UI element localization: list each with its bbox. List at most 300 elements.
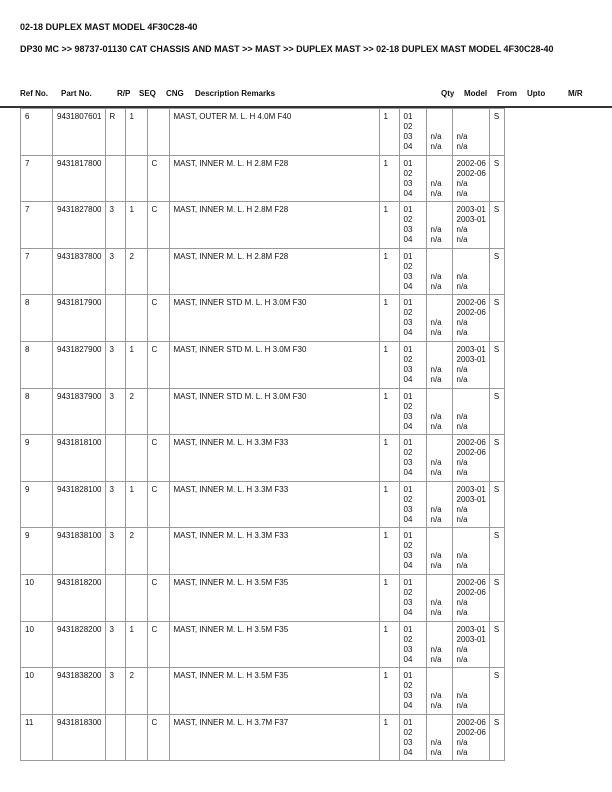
from-line [431,402,449,412]
cell-desc: MAST, INNER M. L. H 2.8M F28 [169,155,379,202]
from-line: n/a [430,691,442,701]
cell-rp [105,714,125,761]
cell-part: 9431818300 [53,714,106,761]
cell-cng [147,109,169,156]
upto-line: n/a [456,411,468,421]
cell-qty: 1 [379,435,399,482]
upto-line [457,392,486,402]
cell-cng [147,528,169,575]
cell-desc: MAST, INNER M. L. H 2.8M F28 [169,202,379,249]
model-line: 02 [403,448,413,458]
cell-from [426,528,452,575]
model-line: 01 [403,251,413,261]
table-header [0,86,612,108]
cell-desc: MAST, INNER STD M. L. H 3.0M F30 [169,295,379,342]
cell-model [399,435,426,482]
cell-ref: 7 [21,202,53,249]
from-line: n/a [430,188,442,198]
cell-model [399,155,426,202]
upto-line [457,262,486,272]
from-line: n/a [430,747,442,757]
cell-mr: S [489,341,504,388]
from-line: n/a [430,737,442,747]
table-row [21,668,505,715]
cell-seq: 1 [125,202,147,249]
header-ref: Ref No. [20,89,48,98]
upto-line: n/a [456,142,468,151]
cell-desc: MAST, INNER STD M. L. H 3.0M F30 [169,388,379,435]
model-line: 01 [403,112,413,121]
cell-upto [452,714,489,761]
cell-qty: 1 [379,668,399,715]
cell-mr: S [489,668,504,715]
cell-model [399,621,426,668]
cell-desc: MAST, INNER M. L. H 3.5M F35 [169,574,379,621]
cell-mr: S [489,714,504,761]
upto-line [457,112,486,122]
upto-line: n/a [456,235,468,245]
cell-mr: S [489,481,504,528]
upto-line: n/a [456,178,468,188]
from-line [431,215,449,225]
table-row [21,248,505,295]
from-line [431,625,449,635]
model-line: 02 [403,587,413,597]
cell-seq: 2 [125,668,147,715]
model-line: 04 [403,468,413,478]
cell-cng: C [147,574,169,621]
upto-line [457,681,486,691]
from-line: n/a [430,318,442,328]
from-line [431,541,449,551]
breadcrumb: DP30 MC >> 98737-01130 CAT CHASSIS AND MAST >> MAST >> DUPLEX MAST >> 02-18 DUPLEX MAST MODEL 4F30C28-40 [20,44,554,54]
upto-line: n/a [456,701,468,711]
upto-line: n/a [456,281,468,291]
from-line: n/a [430,271,442,281]
cell-part: 9431837800 [53,248,106,295]
from-line [431,252,449,262]
model-line: 02 [403,261,413,271]
model-line: 03 [403,551,413,561]
table-row [21,388,505,435]
cell-mr: S [489,574,504,621]
cell-rp: 3 [105,481,125,528]
cell-cng: C [147,621,169,668]
model-line: 04 [403,421,413,431]
cell-rp: R [105,109,125,156]
cell-seq: 1 [125,621,147,668]
from-line: n/a [430,328,442,338]
cell-from [426,435,452,482]
from-line [431,355,449,365]
model-line: 02 [403,727,413,737]
cell-qty: 1 [379,202,399,249]
table-row [21,202,505,249]
model-line: 03 [403,271,413,281]
cell-qty: 1 [379,528,399,575]
upto-line: 2002-06 [456,448,486,458]
upto-line: 2003-01 [456,484,486,494]
model-line: 04 [403,607,413,617]
header-qty: Qty [441,89,455,98]
upto-line: n/a [456,504,468,514]
model-line: 03 [403,225,413,235]
cell-ref: 8 [21,295,53,342]
from-line: n/a [430,281,442,291]
from-line [431,671,449,681]
cell-cng: C [147,202,169,249]
cell-rp: 3 [105,528,125,575]
cell-from [426,714,452,761]
upto-line: 2002-06 [456,587,486,597]
from-line: n/a [430,654,442,664]
cell-cng: C [147,714,169,761]
cell-ref: 9 [21,435,53,482]
cell-qty: 1 [379,621,399,668]
cell-mr: S [489,109,504,156]
table-row [21,574,505,621]
upto-line [457,541,486,551]
upto-line: n/a [456,458,468,468]
model-line: 02 [403,354,413,364]
model-line: 03 [403,318,413,328]
cell-model [399,248,426,295]
cell-cng [147,668,169,715]
cell-part: 9431817800 [53,155,106,202]
upto-line: 2003-01 [456,215,486,225]
model-line: 01 [403,624,413,634]
cell-cng [147,388,169,435]
cell-part: 9431838100 [53,528,106,575]
upto-line: 2002-06 [456,717,486,727]
cell-qty: 1 [379,714,399,761]
header-upto: Upto [527,89,546,98]
cell-seq: 1 [125,481,147,528]
cell-model [399,481,426,528]
cell-upto [452,668,489,715]
model-line: 02 [403,401,413,411]
cell-mr: S [489,295,504,342]
upto-line: n/a [456,328,468,338]
cell-upto [452,528,489,575]
cell-rp: 3 [105,668,125,715]
model-line: 01 [403,391,413,401]
cell-from [426,155,452,202]
cell-qty: 1 [379,295,399,342]
model-line: 02 [403,541,413,551]
model-line: 03 [403,458,413,468]
cell-seq: 1 [125,109,147,156]
from-line [431,205,449,215]
upto-line: 2003-01 [456,344,486,354]
from-line [431,588,449,598]
cell-from [426,109,452,156]
cell-mr: S [489,202,504,249]
header-mr: M/R [568,89,583,98]
upto-line: n/a [456,607,468,617]
cell-model [399,528,426,575]
upto-line: n/a [456,644,468,654]
cell-ref: 9 [21,481,53,528]
cell-rp [105,574,125,621]
from-line [431,718,449,728]
cell-model [399,388,426,435]
upto-line: n/a [456,597,468,607]
cell-upto [452,388,489,435]
cell-mr: S [489,248,504,295]
cell-from [426,574,452,621]
upto-line: 2003-01 [456,205,486,215]
upto-line: n/a [456,421,468,431]
from-line: n/a [430,458,442,468]
table-row [21,341,505,388]
upto-line: n/a [456,561,468,571]
from-line: n/a [430,132,442,141]
cell-cng: C [147,481,169,528]
upto-line [457,671,486,681]
cell-desc: MAST, INNER M. L. H 2.8M F28 [169,248,379,295]
header-cng: CNG [166,89,184,98]
cell-from [426,388,452,435]
cell-from [426,248,452,295]
cell-desc: MAST, INNER M. L. H 3.3M F33 [169,528,379,575]
table-row [21,435,505,482]
upto-line: n/a [456,188,468,198]
cell-desc: MAST, INNER M. L. H 3.5M F35 [169,668,379,715]
cell-from [426,668,452,715]
from-line: n/a [430,364,442,374]
cell-ref: 7 [21,248,53,295]
cell-ref: 8 [21,388,53,435]
cell-desc: MAST, INNER M. L. H 3.5M F35 [169,621,379,668]
from-line: n/a [430,468,442,478]
model-line: 03 [403,178,413,188]
upto-line: n/a [456,654,468,664]
from-line: n/a [430,514,442,524]
cell-mr: S [489,528,504,575]
cell-model [399,714,426,761]
from-line: n/a [430,701,442,711]
model-line: 04 [403,374,413,384]
model-line: 03 [403,644,413,654]
cell-rp: 3 [105,388,125,435]
cell-qty: 1 [379,248,399,295]
model-line: 02 [403,308,413,318]
model-line: 04 [403,281,413,291]
cell-rp: 3 [105,341,125,388]
model-line: 01 [403,438,413,448]
upto-line: 2002-06 [456,168,486,178]
cell-seq: 2 [125,248,147,295]
from-line: n/a [430,411,442,421]
header-model: Model [464,89,488,98]
upto-line: n/a [456,271,468,281]
cell-ref: 8 [21,341,53,388]
model-line: 04 [403,561,413,571]
cell-part: 9431827800 [53,202,106,249]
header-desc: Description Remarks [195,89,276,98]
cell-model [399,295,426,342]
model-line: 04 [403,654,413,664]
cell-part: 9431837900 [53,388,106,435]
table-row [21,621,505,668]
cell-upto [452,621,489,668]
cell-rp: 3 [105,202,125,249]
cell-qty: 1 [379,155,399,202]
model-line: 02 [403,634,413,644]
from-line [431,308,449,318]
cell-part: 9431807601 [53,109,106,156]
model-line: 01 [403,717,413,727]
cell-seq: 1 [125,341,147,388]
model-line: 04 [403,188,413,198]
from-line [431,392,449,402]
model-line: 01 [403,158,413,168]
from-line: n/a [430,644,442,654]
from-line [431,112,449,122]
cell-rp [105,435,125,482]
upto-line: 2002-06 [456,438,486,448]
cell-model [399,668,426,715]
cell-desc: MAST, INNER M. L. H 3.3M F33 [169,435,379,482]
cell-qty: 1 [379,481,399,528]
cell-upto [452,435,489,482]
cell-rp [105,155,125,202]
cell-model [399,341,426,388]
upto-line: n/a [456,691,468,701]
header-rp: R/P [117,89,131,98]
cell-ref: 9 [21,528,53,575]
upto-line: 2003-01 [456,624,486,634]
cell-model [399,574,426,621]
model-line: 02 [403,681,413,691]
cell-mr: S [489,388,504,435]
from-line [431,578,449,588]
upto-line: n/a [456,132,468,141]
upto-line: n/a [456,747,468,757]
cell-seq [125,155,147,202]
cell-ref: 7 [21,155,53,202]
model-line: 02 [403,494,413,504]
from-line [431,448,449,458]
cell-upto [452,248,489,295]
cell-mr: S [489,155,504,202]
from-line: n/a [430,597,442,607]
cell-cng: C [147,435,169,482]
cell-upto [452,574,489,621]
cell-from [426,295,452,342]
cell-seq [125,295,147,342]
upto-line: n/a [456,737,468,747]
upto-line: 2003-01 [456,354,486,364]
cell-part: 9431828100 [53,481,106,528]
cell-rp [105,295,125,342]
model-line: 04 [403,328,413,338]
cell-mr: S [489,621,504,668]
model-line: 04 [403,142,413,151]
model-line: 01 [403,531,413,541]
model-line: 03 [403,132,413,141]
cell-part: 9431828200 [53,621,106,668]
cell-desc: MAST, OUTER M. L. H 4.0M F40 [169,109,379,156]
cell-upto [452,341,489,388]
cell-desc: MAST, INNER M. L. H 3.7M F37 [169,714,379,761]
cell-upto [452,202,489,249]
table-row [21,109,505,156]
upto-line: n/a [456,374,468,384]
cell-ref: 10 [21,668,53,715]
upto-line: n/a [456,468,468,478]
from-line: n/a [430,607,442,617]
upto-line: 2003-01 [456,634,486,644]
from-line: n/a [430,178,442,188]
from-line [431,635,449,645]
model-line: 04 [403,514,413,524]
upto-line [457,531,486,541]
cell-mr: S [489,435,504,482]
model-line: 01 [403,484,413,494]
cell-cng: C [147,295,169,342]
model-line: 02 [403,122,413,131]
cell-qty: 1 [379,574,399,621]
model-line: 01 [403,205,413,215]
cell-part: 9431827900 [53,341,106,388]
from-line [431,298,449,308]
cell-from [426,341,452,388]
model-line: 04 [403,701,413,711]
upto-line: 2002-06 [456,158,486,168]
cell-from [426,621,452,668]
from-line [431,681,449,691]
table-row [21,155,505,202]
cell-upto [452,155,489,202]
header-seq: SEQ [139,89,156,98]
cell-seq [125,714,147,761]
upto-line [457,402,486,412]
from-line: n/a [430,561,442,571]
cell-ref: 10 [21,621,53,668]
header-part: Part No. [61,89,92,98]
model-line: 01 [403,577,413,587]
cell-seq [125,574,147,621]
cell-part: 9431818200 [53,574,106,621]
upto-line: n/a [456,364,468,374]
cell-part: 9431817900 [53,295,106,342]
page-title: 02-18 DUPLEX MAST MODEL 4F30C28-40 [20,22,198,32]
cell-qty: 1 [379,341,399,388]
cell-rp: 3 [105,248,125,295]
upto-line: n/a [456,551,468,561]
model-line: 03 [403,364,413,374]
from-line [431,485,449,495]
table-row [21,481,505,528]
from-line [431,159,449,169]
cell-seq [125,435,147,482]
upto-line: n/a [456,225,468,235]
cell-upto [452,481,489,528]
from-line: n/a [430,235,442,245]
upto-line: n/a [456,514,468,524]
from-line [431,495,449,505]
from-line [431,438,449,448]
cell-rp: 3 [105,621,125,668]
from-line [431,531,449,541]
upto-line [457,122,486,132]
cell-qty: 1 [379,109,399,156]
cell-cng: C [147,341,169,388]
from-line [431,262,449,272]
model-line: 02 [403,168,413,178]
